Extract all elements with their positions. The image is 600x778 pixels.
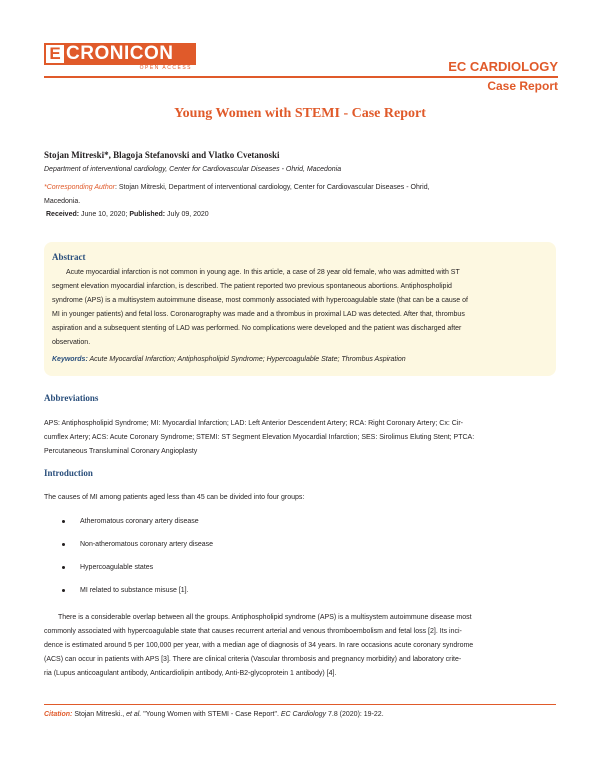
abstract-line: observation. <box>52 339 91 347</box>
abstract-line: Acute myocardial infarction is not common in young age. In this article, a case of 28 year old female, who was admitted with ST <box>66 269 460 276</box>
bullet-dot-icon <box>62 520 65 523</box>
paragraph-line: (ACS) can occur in patients with APS [3]. There are clinical criteria (Vascular thrombosis and pregnancy morbidity) and laboratory crite- <box>44 656 462 663</box>
received-date: June 10, 2020; <box>81 211 128 218</box>
corresponding-author <box>44 181 556 209</box>
abstract-line: aspiration and a subsequent stenting of LAD was performed. No complications were developed and the patient was discharged after <box>52 325 462 333</box>
corresponding-label: *Corresponding Author <box>44 184 115 191</box>
keywords-text: Acute Myocardial Infarction; Antiphospholipid Syndrome; Hypercoagulable State; Thrombus Aspiration <box>89 356 406 363</box>
header-divider <box>44 76 558 78</box>
footer-divider <box>44 704 556 705</box>
abstract-heading: Abstract <box>52 252 86 262</box>
abstract-box <box>44 242 556 376</box>
paragraph-line: dence is estimated around 5 per 100,000 per year, with a median age of diagnosis of 34 years. In rare occasions acute coronary syndrome <box>44 642 474 649</box>
published-label: Published: <box>129 211 166 218</box>
paragraph-line: There is a considerable overlap between all the groups. Antiphospholipid syndrome (APS) is a multisystem autoimmune disease most <box>58 614 472 621</box>
list-item-text: Atheromatous coronary artery disease <box>80 518 199 525</box>
introduction-heading: Introduction <box>44 468 93 478</box>
logo-letter: E <box>46 45 64 63</box>
abbreviations-text <box>44 417 556 459</box>
list-item <box>62 584 542 607</box>
list-item-text: Non-atheromatous coronary artery disease <box>80 541 214 548</box>
paragraph-line: commonly associated with hypercoagulable state that causes recurrent arterial and venous thromboembolism and fetal loss [2]. Its inci- <box>44 628 462 635</box>
abbreviations-heading: Abbreviations <box>44 393 99 403</box>
received-label: Received: <box>46 211 80 218</box>
article-title: Young Women with STEMI - Case Report <box>174 106 426 121</box>
abbreviations-line: Percutaneous Transluminal Coronary Angioplasty <box>44 448 198 455</box>
bullet-dot-icon <box>62 566 65 569</box>
cause-list <box>62 515 542 607</box>
list-item <box>62 538 542 561</box>
paragraph-line: ria (Lupus anticoagulant antibody, Anticardiolipin antibody, Anti-B2-glycoprotein 1 antibody) [4]. <box>44 670 337 677</box>
citation-label: Citation: <box>44 711 73 718</box>
logo-text: CRONICON <box>66 43 174 64</box>
bullet-dot-icon <box>62 543 65 546</box>
abbreviations-line: cumflex Artery; ACS: Acute Coronary Syndrome; STEMI: ST Segment Elevation Myocardial Infarction; SES: Sirolimus Eluting Stent; PTCA: <box>44 434 475 441</box>
citation-journal: EC Cardiology <box>280 711 327 718</box>
logo-subtitle: OPEN ACCESS <box>139 65 192 71</box>
abstract-line: syndrome (APS) is a multisystem autoimmune disease, most commonly associated with hypercoagulable state (that can be a cause of <box>52 297 468 305</box>
corresponding-text-cont: Macedonia. <box>44 198 81 205</box>
list-item-text: MI related to substance misuse [1]. <box>80 587 189 594</box>
citation-authors: Stojan Mitreski., <box>74 711 125 718</box>
publisher-logo <box>44 43 196 73</box>
keywords-label: Keywords: <box>52 356 88 363</box>
abstract-line: segment elevation myocardial infarction, is described. The patient reported two previous spontaneous abortions. Antiphospholipid <box>52 283 452 291</box>
list-item-text: Hypercoagulable states <box>80 564 154 571</box>
list-item <box>62 515 542 538</box>
abstract-body <box>52 266 550 351</box>
introduction-paragraph <box>44 611 556 681</box>
corresponding-text: : Stojan Mitreski, Department of interventional cardiology, Center for Cardiovascular Diseases - Ohrid, <box>114 184 430 191</box>
citation-etal: et al. <box>126 711 142 718</box>
citation <box>44 711 384 718</box>
journal-name: EC CARDIOLOGY <box>448 59 558 74</box>
introduction-lead: The causes of MI among patients aged less than 45 can be divided into four groups: <box>44 494 305 501</box>
abstract-line: MI in younger patients) and fetal loss. Coronarography was made and a thrombus in proximal LAD was detected. After that, thrombus <box>52 311 465 319</box>
affiliation: Department of interventional cardiology, Center for Cardiovascular Diseases - Ohrid, Macedonia <box>44 166 342 173</box>
logo-box <box>44 43 196 65</box>
author-list: Stojan Mitreski*, Blagoja Stefanovski and Vlatko Cvetanoski <box>44 150 280 160</box>
citation-title: "Young Women with STEMI - Case Report". <box>143 711 279 718</box>
abbreviations-line: APS: Antiphospholipid Syndrome; MI: Myocardial Infarction; LAD: Left Anterior Descendent Artery; RCA: Right Coronary Artery; Cx: Cir- <box>44 420 464 427</box>
list-item <box>62 561 542 584</box>
keywords <box>52 356 406 363</box>
article-type: Case Report <box>487 79 558 93</box>
citation-details: 7.8 (2020): 19-22. <box>327 711 384 718</box>
publication-dates <box>46 211 209 218</box>
bullet-dot-icon <box>62 589 65 592</box>
published-date: July 09, 2020 <box>167 211 209 218</box>
